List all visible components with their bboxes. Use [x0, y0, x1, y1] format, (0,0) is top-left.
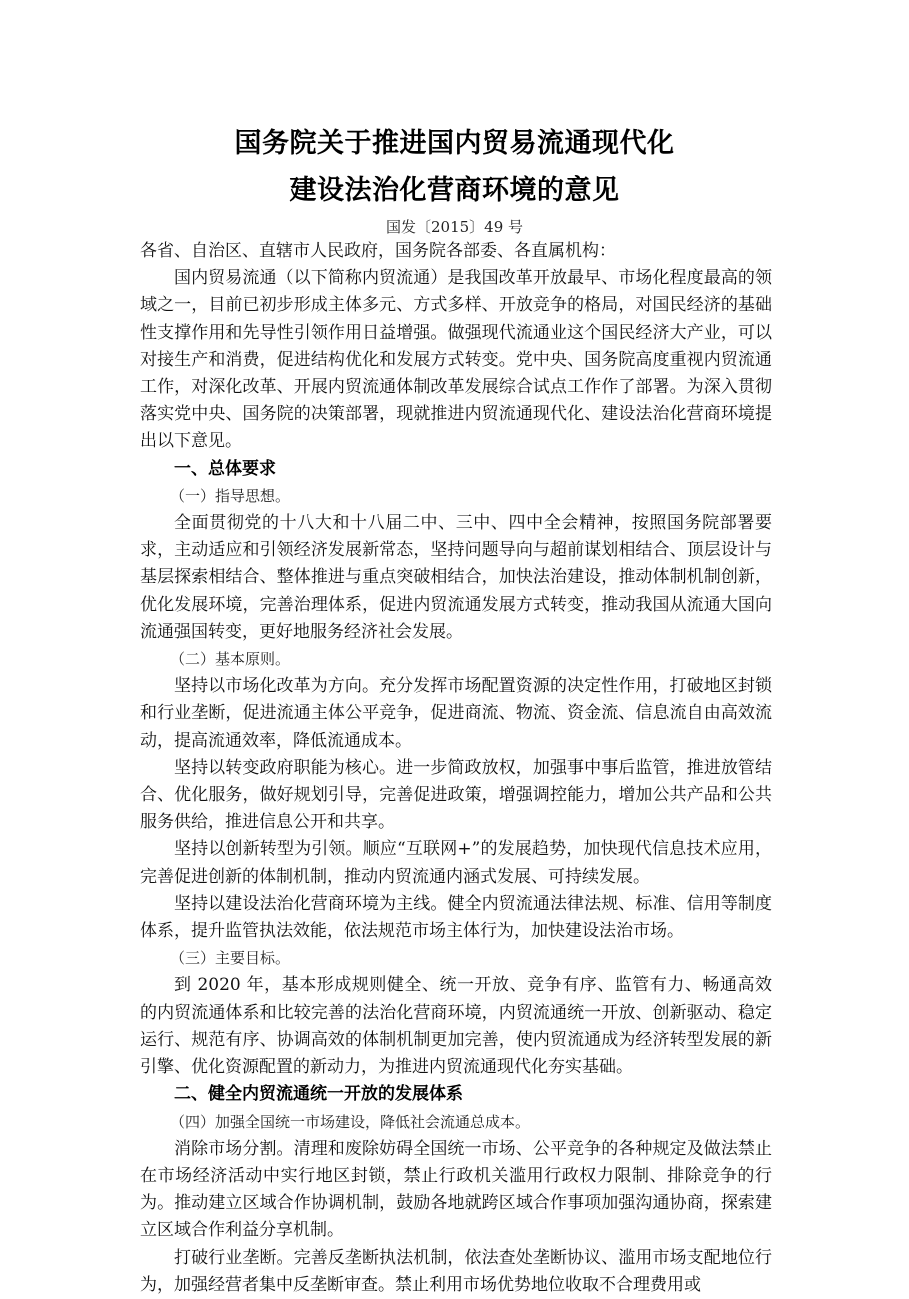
eliminate-segmentation-paragraph: 消除市场分割。清理和废除妨碍全国统一市场、公平竞争的各种规定及做法禁止在市场经济活动中实行地区封锁，禁止行政机关滥用行政权力限制、排除竞争的行为。推动建立区域合作协调机制，鼓励各地就跨区域合作事项加强沟通协商，探索建立区域合作利益分享机制。	[140, 1138, 772, 1241]
section-heading-unified-system: 二、健全内贸流通统一开放的发展体系	[174, 1084, 463, 1105]
subsection-heading-guiding-ideology: （一）指导思想。	[170, 486, 291, 505]
break-monopoly-paragraph: 打破行业垄断。完善反垄断执法机制，依法查处垄断协议、滥用市场支配地位行为，加强经营者集中反垄断审查。禁止利用市场优势地位收取不合理费用或	[140, 1247, 772, 1295]
section-heading-general-requirements: 一、总体要求	[174, 458, 276, 479]
document-title-line-1: 国务院关于推进国内贸易流通现代化	[234, 128, 675, 159]
subsection-heading-unified-market: （四）加强全国统一市场建设，降低社会流通总成本。	[170, 1112, 531, 1131]
addressee-line: 各省、自治区、直辖市人民政府，国务院各部委、各直属机构：	[140, 241, 616, 261]
document-number: 国发〔2015〕49 号	[385, 218, 524, 236]
principle-paragraph-rule-of-law: 坚持以建设法治化营商环境为主线。健全内贸流通法律法规、标准、信用等制度体系，提升监管执法效能，依法规范市场主体行为，加快建设法治市场。	[140, 893, 772, 942]
document-title-line-2: 建设法治化营商环境的意见	[289, 175, 620, 206]
subsection-heading-main-goals: （三）主要目标。	[170, 949, 291, 968]
principle-paragraph-government-functions: 坚持以转变政府职能为核心。进一步简政放权，加强事中事后监管，推进放管结合、优化服务，做好规划引导，完善促进政策，增强调控能力，增加公共产品和公共服务供给，推进信息公开和共享。	[140, 757, 772, 833]
intro-paragraph: 国内贸易流通（以下简称内贸流通）是我国改革开放最早、市场化程度最高的领域之一，目前已初步形成主体多元、方式多样、开放竞争的格局，对国民经济的基础性支撑作用和先导性引领作用日益增强。做强现代流通业这个国民经济大产业，可以对接生产和消费，促进结构优化和发展方式转变。党中央、国务院高度重视内贸流通工作，对深化改革、开展内贸流通体制改革发展综合试点工作作了部署。为深入贯彻落实党中央、国务院的决策部署，现就推进内贸流通现代化、建设法治化营商环境提出以下意见。	[140, 268, 772, 452]
principle-paragraph-innovation: 坚持以创新转型为引领。顺应“互联网+”的发展趋势，加快现代信息技术应用，完善促进创新的体制机制，推动内贸流通内涵式发展、可持续发展。	[140, 839, 772, 887]
guiding-ideology-paragraph: 全面贯彻党的十八大和十八届二中、三中、四中全会精神，按照国务院部署要求，主动适应和引领经济发展新常态，坚持问题导向与超前谋划相结合、顶层设计与基层探索相结合、整体推进与重点突破相结合，加快法治建设，推动体制机制创新，优化发展环境，完善治理体系，促进内贸流通发展方式转变，推动我国从流通大国向流通强国转变，更好地服务经济社会发展。	[140, 513, 772, 642]
document-body	[140, 238, 772, 1299]
subsection-heading-basic-principles: （二）基本原则。	[170, 650, 291, 669]
main-goals-paragraph: 到 2020 年，基本形成规则健全、统一开放、竞争有序、监管有力、畅通高效的内贸流通体系和比较完善的法治化营商环境，内贸流通统一开放、创新驱动、稳定运行、规范有序、协调高效的体制机制更加完善，使内贸流通成为经济转型发展的新引擎、优化资源配置的新动力，为推进内贸流通现代化夯实基础。	[140, 975, 772, 1078]
principle-paragraph-market-reform: 坚持以市场化改革为方向。充分发挥市场配置资源的决定性作用，打破地区封锁和行业垄断，促进流通主体公平竞争，促进商流、物流、资金流、信息流自由高效流动，提高流通效率，降低流通成本。	[140, 676, 772, 751]
